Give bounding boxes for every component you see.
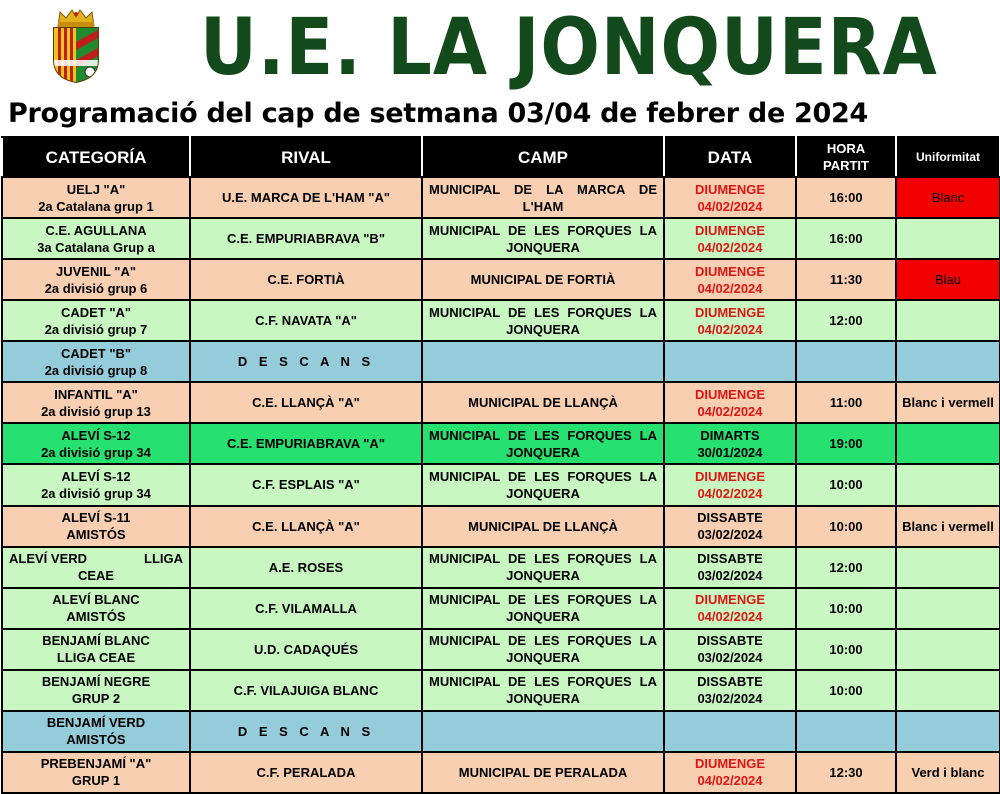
cell-uniformitat xyxy=(896,300,1000,341)
cell-camp xyxy=(422,341,664,382)
column-header-uniformitat: Uniformitat xyxy=(896,137,1000,177)
cell-categoria: UELJ "A" 2a Catalana grup 1 xyxy=(2,177,190,218)
cell-data: DIUMENGE 04/02/2024 xyxy=(664,752,796,793)
cell-uniformitat xyxy=(896,464,1000,505)
cell-rival: C.E. FORTIÀ xyxy=(190,259,422,300)
cell-uniformitat xyxy=(896,547,1000,588)
cell-hora: 16:00 xyxy=(796,218,896,259)
table-row xyxy=(2,423,1000,464)
table-row xyxy=(2,341,1000,382)
cell-data: DIUMENGE 04/02/2024 xyxy=(664,177,796,218)
cell-categoria: CADET "B" 2a divisió grup 8 xyxy=(2,341,190,382)
cell-camp: MUNICIPAL DE LLANÇÀ xyxy=(422,506,664,547)
table-row xyxy=(2,629,1000,670)
cell-hora xyxy=(796,711,896,752)
cell-uniformitat xyxy=(896,629,1000,670)
cell-rival: D E S C A N S xyxy=(190,711,422,752)
cell-categoria: ALEVÍ VERD LLIGA CEAE xyxy=(2,547,190,588)
cell-camp xyxy=(422,711,664,752)
cell-data: DIUMENGE 04/02/2024 xyxy=(664,218,796,259)
cell-camp: MUNICIPAL DE LLANÇÀ xyxy=(422,382,664,423)
cell-rival: C.E. LLANÇÀ "A" xyxy=(190,506,422,547)
hora-label-1: HORA xyxy=(826,141,866,156)
cell-categoria: C.E. AGULLANA 3a Catalana Grup a xyxy=(2,218,190,259)
cell-hora: 19:00 xyxy=(796,423,896,464)
cell-hora: 10:00 xyxy=(796,464,896,505)
cell-camp: MUNICIPAL DE LES FORQUES LA JONQUERA xyxy=(422,300,664,341)
cell-camp: MUNICIPAL DE LES FORQUES LA JONQUERA xyxy=(422,670,664,711)
cell-hora xyxy=(796,341,896,382)
cell-categoria: ALEVÍ BLANC AMISTÓS xyxy=(2,588,190,629)
cell-data: DIUMENGE 04/02/2024 xyxy=(664,300,796,341)
table-row xyxy=(2,547,1000,588)
cell-data: DIMARTS 30/01/2024 xyxy=(664,423,796,464)
cell-camp: MUNICIPAL DE LA MARCA DE L'HAM xyxy=(422,177,664,218)
page-subtitle: Programació del cap de setmana 03/04 de febrer de 2024 xyxy=(8,98,869,129)
cell-uniformitat xyxy=(896,218,1000,259)
table-row xyxy=(2,382,1000,423)
hora-label-2: PARTIT xyxy=(823,158,869,173)
cell-hora: 12:00 xyxy=(796,547,896,588)
cell-camp: MUNICIPAL DE LES FORQUES LA JONQUERA xyxy=(422,588,664,629)
cell-categoria: INFANTIL "A" 2a divisió grup 13 xyxy=(2,382,190,423)
cell-rival: C.F. NAVATA "A" xyxy=(190,300,422,341)
schedule-table xyxy=(1,136,1000,794)
cell-hora: 10:00 xyxy=(796,588,896,629)
table-row xyxy=(2,670,1000,711)
table-row xyxy=(2,259,1000,300)
cell-data: DISSABTE 03/02/2024 xyxy=(664,547,796,588)
cell-categoria: BENJAMÍ VERD AMISTÓS xyxy=(2,711,190,752)
cell-uniformitat: Blanc xyxy=(896,177,1000,218)
cell-rival: A.E. ROSES xyxy=(190,547,422,588)
cell-data: DISSABTE 03/02/2024 xyxy=(664,506,796,547)
table-row xyxy=(2,464,1000,505)
cell-categoria: BENJAMÍ BLANC LLIGA CEAE xyxy=(2,629,190,670)
cell-rival: C.F. PERALADA xyxy=(190,752,422,793)
cell-categoria: ALEVÍ S-11 AMISTÓS xyxy=(2,506,190,547)
column-header-categoria: CATEGORÍA xyxy=(2,137,190,177)
cell-camp: MUNICIPAL DE PERALADA xyxy=(422,752,664,793)
cell-rival: C.E. EMPURIABRAVA "A" xyxy=(190,423,422,464)
cell-rival: C.E. LLANÇÀ "A" xyxy=(190,382,422,423)
cell-camp: MUNICIPAL DE FORTIÀ xyxy=(422,259,664,300)
cell-data: DIUMENGE 04/02/2024 xyxy=(664,382,796,423)
cell-camp: MUNICIPAL DE LES FORQUES LA JONQUERA xyxy=(422,547,664,588)
cell-uniformitat xyxy=(896,711,1000,752)
table-row xyxy=(2,752,1000,793)
cell-camp: MUNICIPAL DE LES FORQUES LA JONQUERA xyxy=(422,218,664,259)
column-header-hora xyxy=(796,137,896,177)
cell-data: DIUMENGE 04/02/2024 xyxy=(664,259,796,300)
cell-data: DISSABTE 03/02/2024 xyxy=(664,670,796,711)
cell-categoria: JUVENIL "A" 2a divisió grup 6 xyxy=(2,259,190,300)
cell-hora: 10:00 xyxy=(796,629,896,670)
cell-camp: MUNICIPAL DE LES FORQUES LA JONQUERA xyxy=(422,423,664,464)
club-title: U.E. LA JONQUERA xyxy=(200,1,938,93)
cell-categoria: ALEVÍ S-12 2a divisió grup 34 xyxy=(2,464,190,505)
column-header-data: DATA xyxy=(664,137,796,177)
table-row xyxy=(2,177,1000,218)
cell-camp: MUNICIPAL DE LES FORQUES LA JONQUERA xyxy=(422,464,664,505)
cell-rival: U.E. MARCA DE L'HAM "A" xyxy=(190,177,422,218)
cell-uniformitat xyxy=(896,423,1000,464)
cell-categoria: BENJAMÍ NEGRE GRUP 2 xyxy=(2,670,190,711)
column-header-rival: RIVAL xyxy=(190,137,422,177)
cell-hora: 12:30 xyxy=(796,752,896,793)
cell-rival: D E S C A N S xyxy=(190,341,422,382)
cell-uniformitat: Blanc i vermell xyxy=(896,382,1000,423)
cell-data: DIUMENGE 04/02/2024 xyxy=(664,588,796,629)
cell-categoria: ALEVÍ S-12 2a divisió grup 34 xyxy=(2,423,190,464)
cell-uniformitat xyxy=(896,341,1000,382)
cell-data xyxy=(664,711,796,752)
cell-hora: 16:00 xyxy=(796,177,896,218)
cell-rival: U.D. CADAQUÉS xyxy=(190,629,422,670)
cell-uniformitat: Blau xyxy=(896,259,1000,300)
cell-categoria: PREBENJAMÍ "A" GRUP 1 xyxy=(2,752,190,793)
cell-data xyxy=(664,341,796,382)
table-row xyxy=(2,506,1000,547)
column-header-camp: CAMP xyxy=(422,137,664,177)
table-row xyxy=(2,218,1000,259)
table-header-row xyxy=(2,137,1000,177)
cell-uniformitat xyxy=(896,670,1000,711)
cell-hora: 10:00 xyxy=(796,670,896,711)
club-crest-icon xyxy=(50,8,102,84)
cell-rival: C.F. VILAMALLA xyxy=(190,588,422,629)
cell-data: DIUMENGE 04/02/2024 xyxy=(664,464,796,505)
cell-uniformitat: Verd i blanc xyxy=(896,752,1000,793)
cell-uniformitat: Blanc i vermell xyxy=(896,506,1000,547)
cell-rival: C.F. VILAJUIGA BLANC xyxy=(190,670,422,711)
cell-uniformitat xyxy=(896,588,1000,629)
table-row xyxy=(2,711,1000,752)
cell-hora: 11:30 xyxy=(796,259,896,300)
cell-categoria: CADET "A" 2a divisió grup 7 xyxy=(2,300,190,341)
cell-hora: 11:00 xyxy=(796,382,896,423)
cell-camp: MUNICIPAL DE LES FORQUES LA JONQUERA xyxy=(422,629,664,670)
cell-data: DISSABTE 03/02/2024 xyxy=(664,629,796,670)
cell-rival: C.E. EMPURIABRAVA "B" xyxy=(190,218,422,259)
table-row xyxy=(2,300,1000,341)
cell-rival: C.F. ESPLAIS "A" xyxy=(190,464,422,505)
table-row xyxy=(2,588,1000,629)
cell-hora: 10:00 xyxy=(796,506,896,547)
cell-hora: 12:00 xyxy=(796,300,896,341)
